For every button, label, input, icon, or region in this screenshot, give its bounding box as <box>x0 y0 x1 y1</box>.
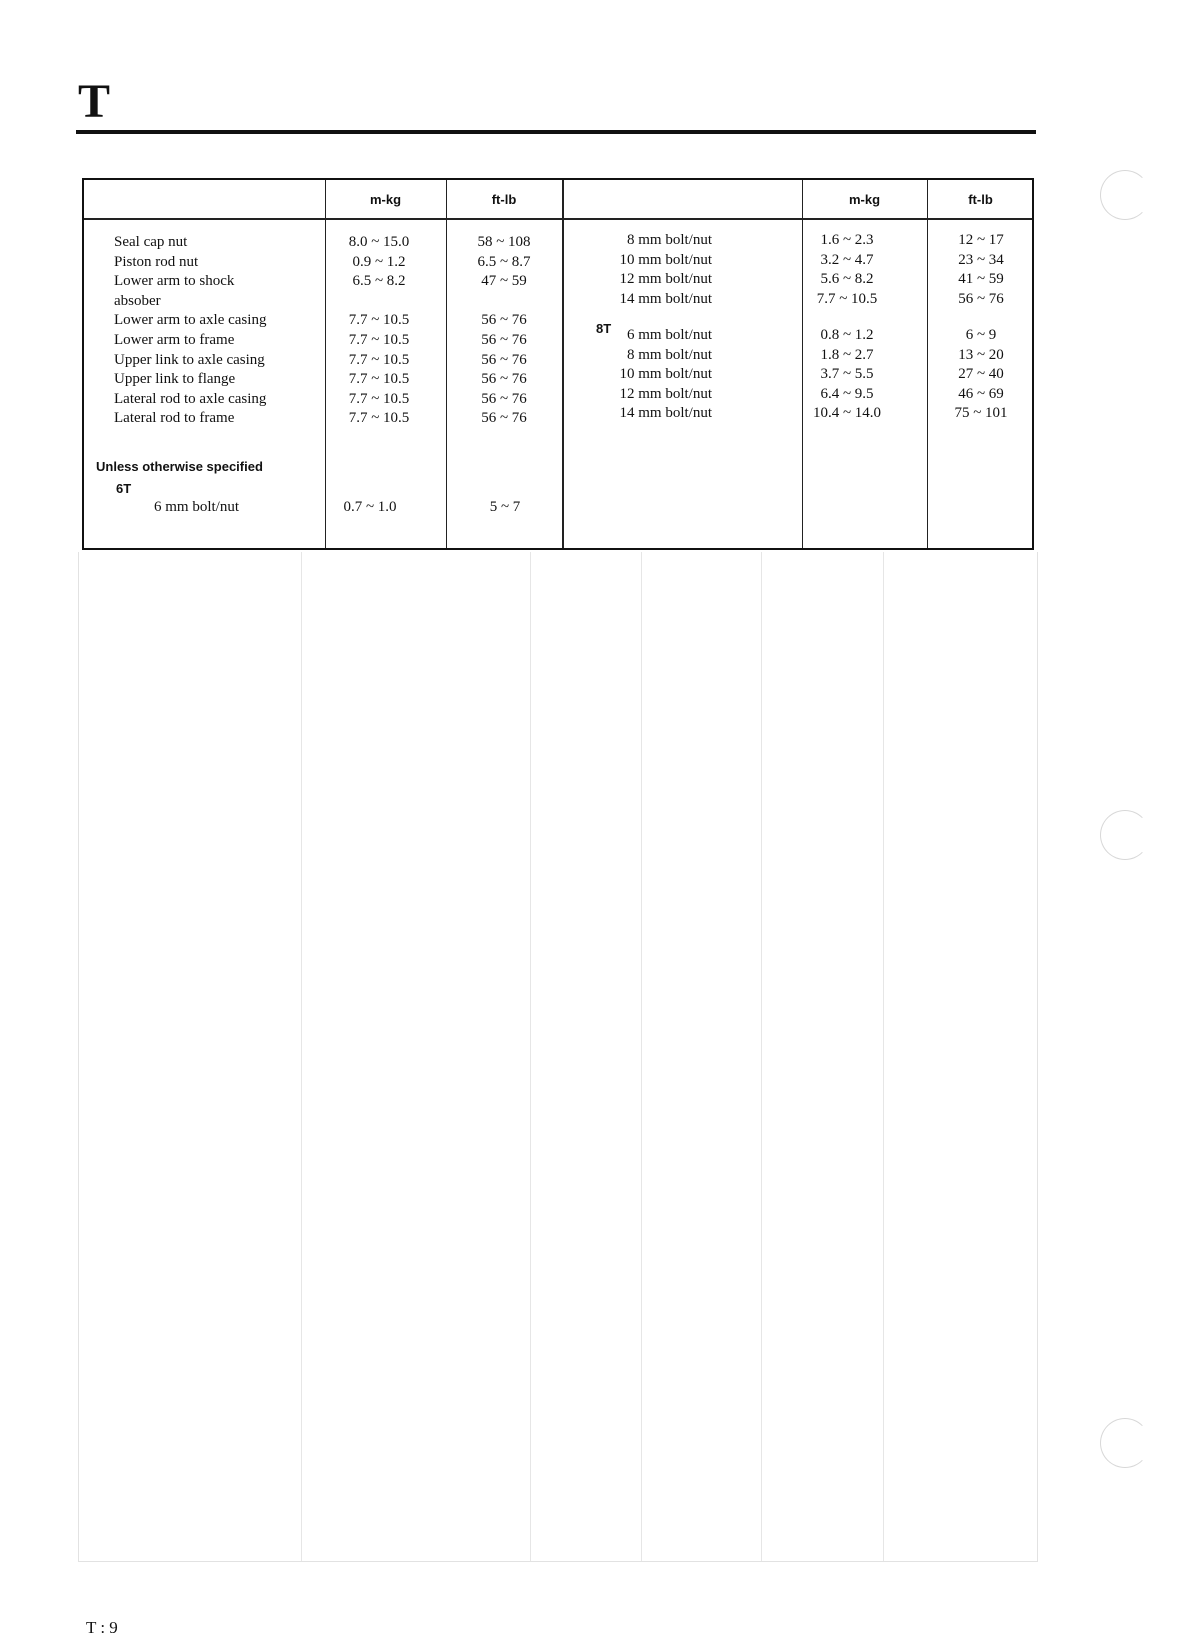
spec-mkg: 7.7 ~ 10.5 <box>348 351 410 368</box>
spec-label: 6 mm bolt/nut <box>626 327 712 343</box>
spec-mkg: 7.7 ~ 10.5 <box>816 290 878 307</box>
grade-6t-bolt: 6 mm bolt/nut <box>154 499 240 515</box>
spec-label: absober <box>114 292 161 309</box>
spec-label: 14 mm bolt/nut <box>619 290 712 307</box>
section-letter: T <box>78 75 111 128</box>
spec-ftlb: 23 ~ 34 <box>958 251 1004 268</box>
spec-ftlb: 56 ~ 76 <box>481 351 527 368</box>
binder-hole <box>1100 1418 1150 1468</box>
binder-hole <box>1100 810 1150 860</box>
spec-label: Lower arm to shock <box>114 273 235 290</box>
grade-6t-mkg: 0.7 ~ 1.0 <box>343 499 397 515</box>
torque-spec-table <box>82 178 1034 550</box>
spec-label: Lower arm to frame <box>114 332 235 348</box>
spec-mkg: 6.4 ~ 9.5 <box>820 385 874 402</box>
spec-mkg: 8.0 ~ 15.0 <box>348 234 410 250</box>
spec-mkg: 7.7 ~ 10.5 <box>348 312 410 329</box>
spec-mkg: 7.7 ~ 10.5 <box>348 332 410 348</box>
spec-ftlb: 75 ~ 101 <box>954 405 1008 422</box>
spec-label: Seal cap nut <box>114 234 188 250</box>
spec-ftlb: 13 ~ 20 <box>958 346 1004 363</box>
spec-label: 10 mm bolt/nut <box>619 251 712 268</box>
grade-6t-label: 6T <box>116 481 132 496</box>
grade-6t-ftlb: 5 ~ 7 <box>489 499 521 515</box>
spec-mkg: 10.4 ~ 14.0 <box>812 405 882 422</box>
spec-label: Lateral rod to frame <box>114 410 235 427</box>
spec-label: 12 mm bolt/nut <box>619 271 712 288</box>
show-through-background <box>78 552 1038 1562</box>
spec-row <box>84 347 1032 367</box>
right-ftlb-header: ft-lb <box>968 192 993 207</box>
spec-label: Lateral rod to axle casing <box>114 390 267 407</box>
spec-row <box>84 252 1032 272</box>
binder-hole <box>1100 170 1150 220</box>
page-number: T : 9 <box>86 1618 118 1637</box>
spec-row <box>84 405 1032 425</box>
spec-label: 10 mm bolt/nut <box>619 366 712 383</box>
spec-label: Upper link to flange <box>114 371 236 388</box>
spec-ftlb: 6.5 ~ 8.7 <box>477 253 531 270</box>
spec-ftlb: 6 ~ 9 <box>965 327 997 343</box>
spec-label: 8 mm bolt/nut <box>626 232 712 248</box>
spec-label: Lower arm to axle casing <box>114 312 267 329</box>
spec-mkg: 7.7 ~ 10.5 <box>348 371 410 388</box>
spec-mkg: 0.9 ~ 1.2 <box>352 253 406 270</box>
spec-ftlb: 27 ~ 40 <box>958 366 1004 383</box>
grade-6t-row <box>84 499 1032 519</box>
unless-note: Unless otherwise specified <box>96 459 263 474</box>
spec-ftlb: 56 ~ 76 <box>481 371 527 388</box>
spec-mkg: 0.8 ~ 1.2 <box>820 327 874 343</box>
left-mkg-header: m-kg <box>369 192 402 207</box>
spec-ftlb: 56 ~ 76 <box>958 290 1004 307</box>
spec-row <box>84 386 1032 406</box>
spec-ftlb: 41 ~ 59 <box>958 271 1004 288</box>
spec-row <box>84 271 1032 291</box>
spec-row <box>84 232 1032 252</box>
spec-mkg: 7.7 ~ 10.5 <box>348 410 410 427</box>
spec-ftlb: 47 ~ 59 <box>481 273 527 290</box>
grade-8t-label: 8T <box>596 321 612 336</box>
spec-label: Upper link to axle casing <box>114 351 265 368</box>
spec-mkg: 1.8 ~ 2.7 <box>820 346 874 363</box>
spec-ftlb: 56 ~ 76 <box>481 410 527 427</box>
spec-label: 14 mm bolt/nut <box>619 405 712 422</box>
right-mkg-header: m-kg <box>848 192 881 207</box>
spec-mkg: 5.6 ~ 8.2 <box>820 271 874 288</box>
spec-ftlb: 56 ~ 76 <box>481 332 527 348</box>
spec-ftlb: 58 ~ 108 <box>477 234 531 250</box>
spec-row <box>84 366 1032 386</box>
spec-mkg: 3.2 ~ 4.7 <box>820 251 874 268</box>
spec-label: 8 mm bolt/nut <box>626 346 712 363</box>
spec-row <box>84 327 1032 347</box>
spec-ftlb: 12 ~ 17 <box>958 232 1004 248</box>
spec-row <box>84 291 1032 311</box>
spec-mkg: 3.7 ~ 5.5 <box>820 366 874 383</box>
spec-label: 12 mm bolt/nut <box>619 385 712 402</box>
header-rule <box>76 130 1036 134</box>
spec-mkg: 6.5 ~ 8.2 <box>352 273 406 290</box>
spec-ftlb: 56 ~ 76 <box>481 312 527 329</box>
left-ftlb-header: ft-lb <box>491 192 517 207</box>
spec-ftlb: 46 ~ 69 <box>958 385 1004 402</box>
header-divider <box>84 218 1032 220</box>
spec-ftlb: 56 ~ 76 <box>481 390 527 407</box>
spec-label: Piston rod nut <box>114 253 199 270</box>
spec-mkg: 7.7 ~ 10.5 <box>348 390 410 407</box>
spec-mkg: 1.6 ~ 2.3 <box>820 232 874 248</box>
